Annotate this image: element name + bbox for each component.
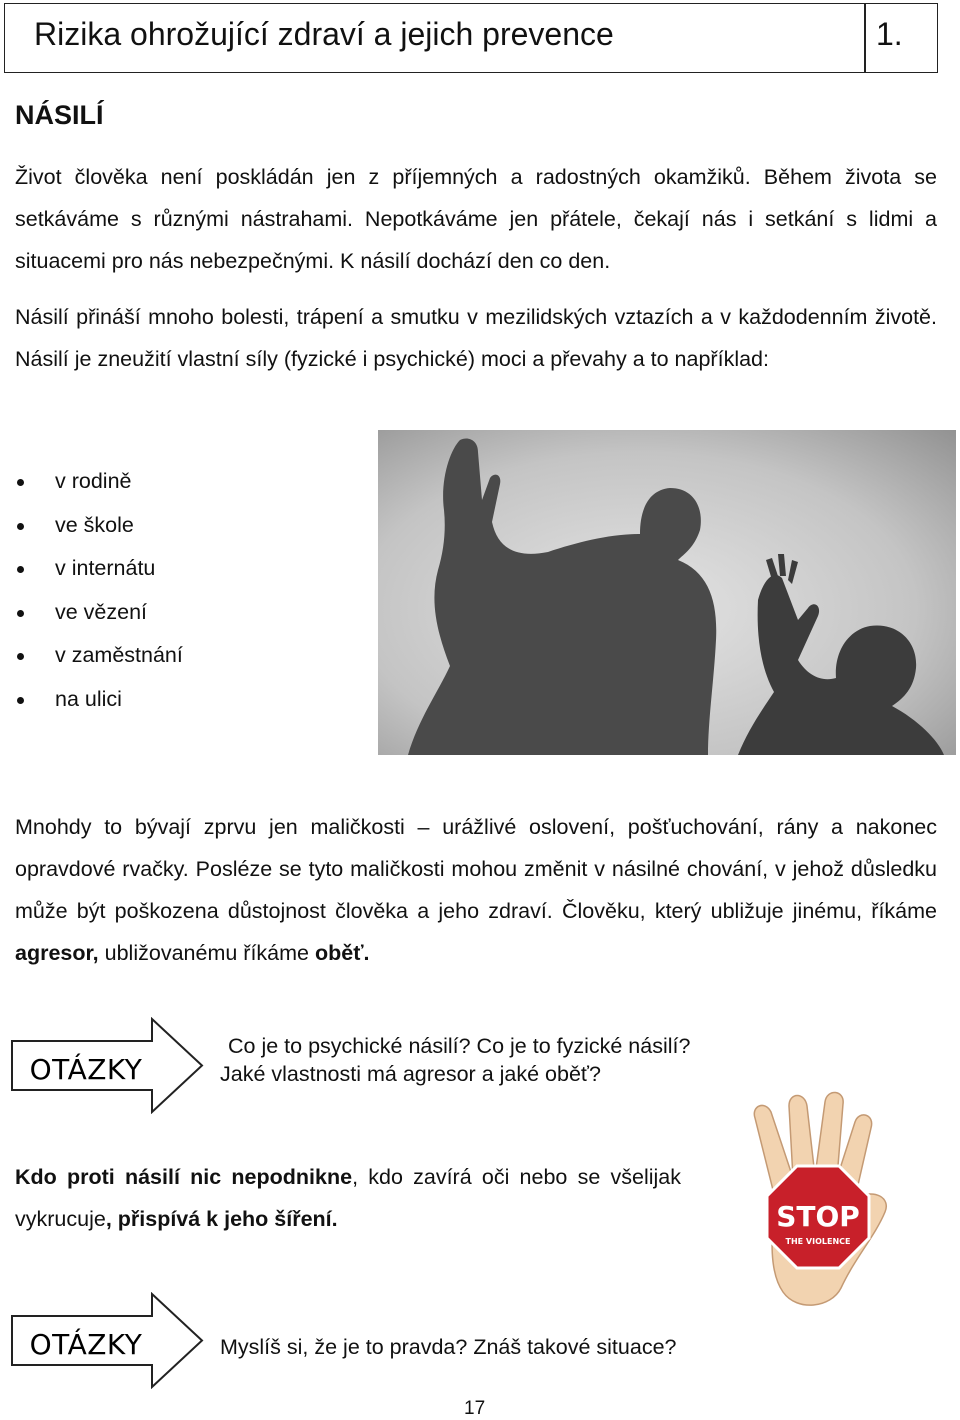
responsibility-paragraph: Kdo proti násilí nic nepodnikne, kdo zavírá oči nebo se všelijak vykrucuje, přispívá k jeho šíření.: [15, 1165, 681, 1231]
violence-silhouette-image: [378, 430, 956, 755]
bullet-icon: [17, 479, 24, 486]
page-title: Rizika ohrožující zdraví a jejich prevence: [34, 16, 614, 52]
questions-label: OTÁZKY: [29, 1053, 143, 1086]
bullet-icon: [17, 610, 24, 617]
places-list: [15, 460, 183, 722]
definition-paragraph: Násilí přináší mnoho bolesti, trápení a smutku v mezilidských vztazích a v každodenním životě. Násilí je zneužití vlastní síly (fyzické i psychické) moci a převahy a to například:: [15, 305, 937, 371]
list-item: na ulici: [15, 678, 183, 722]
chapter-number: 1.: [876, 16, 903, 52]
header-divider: [864, 3, 866, 73]
term-obet: oběť.: [314, 941, 370, 965]
bullet-icon: [17, 523, 24, 530]
section-heading: NÁSILÍ: [15, 100, 104, 130]
questions-arrow: [10, 1017, 205, 1114]
stop-subtext: THE VIOLENCE: [785, 1237, 851, 1246]
list-item: ve škole: [15, 504, 183, 548]
stop-text: STOP: [776, 1200, 860, 1233]
stop-violence-hand-image: [735, 1088, 905, 1313]
questions-label: OTÁZKY: [29, 1328, 143, 1361]
question-line: Co je to psychické násilí? Co je to fyzické násilí?: [228, 1034, 691, 1058]
consequence-paragraph: Mnohdy to bývají zprvu jen maličkosti – urážlivé oslovení, pošťuchování, rány a nakonec opravdové rvačky. Posléze se tyto maličkosti mohou změnit v násilné chování, v jehož důsledku může být poškozena důstojnost člověka a jeho zdraví. Člověku, který ubližuje jinému, říkáme agresor, ubližovanému říkáme oběť.: [15, 815, 937, 965]
bullet-icon: [17, 653, 24, 660]
list-item: v rodině: [15, 460, 183, 504]
question-line: Myslíš si, že je to pravda? Znáš takové situace?: [220, 1335, 677, 1359]
list-item: v zaměstnání: [15, 634, 183, 678]
page-number: 17: [464, 1398, 486, 1419]
bullet-icon: [17, 697, 24, 704]
bullet-icon: [17, 566, 24, 573]
question-line: Jaké vlastnosti má agresor a jaké oběť?: [220, 1062, 601, 1086]
term-agresor: agresor,: [15, 941, 99, 965]
questions-arrow: [10, 1292, 205, 1389]
intro-paragraph: Život člověka není poskládán jen z příjemných a radostných okamžiků. Během života se setkáváme s různými nástrahami. Nepotkáváme jen přátele, čekají nás i setkání s lidmi a situacemi pro nás nebezpečnými. K násilí dochází den co den.: [15, 165, 937, 273]
list-item: ve vězení: [15, 591, 183, 635]
list-item: v internátu: [15, 547, 183, 591]
